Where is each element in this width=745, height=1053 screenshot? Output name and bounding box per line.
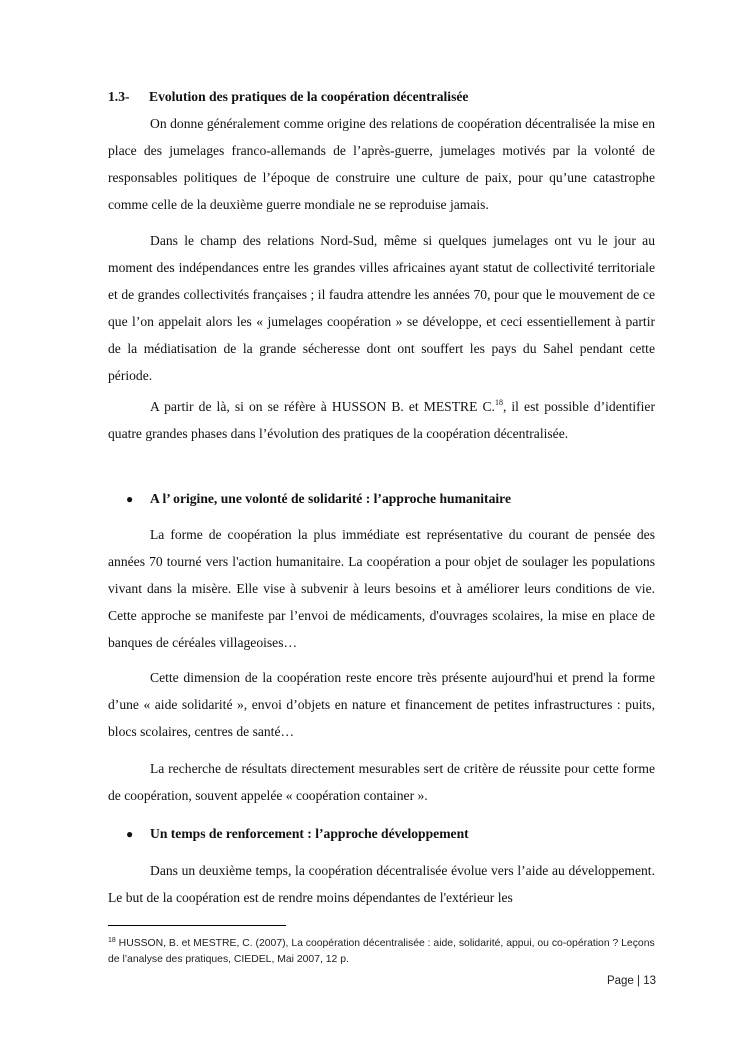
bullet-humanitarian xyxy=(126,489,656,509)
footnote-number: 18 xyxy=(108,937,116,944)
bullet-humanitarian-label: A l’ origine, une volonté de solidarité : l’approche humanitaire xyxy=(150,491,511,506)
footnote xyxy=(108,933,663,968)
footnote-divider xyxy=(108,925,286,926)
paragraph-development: Dans un deuxième temps, la coopération décentralisée évolue vers l’aide au développement. Le but de la coopération est de rendre moins dépendantes de l'extérieur les xyxy=(108,863,655,906)
bullet-dot-icon: ● xyxy=(126,492,134,506)
bullet-dot-icon: ● xyxy=(126,827,134,841)
paragraph-north-south: Dans le champ des relations Nord-Sud, même si quelques jumelages ont vu le jour au moment des indépendances entre les grandes villes africaines ayant statut de collectivité territoriale et de grandes collectivités françaises ; il faudra attendre les années 70, pour que le mouvement de ce que l’on appelait alors les « jumelages coopération » se développe, et ceci essentiellement à partir de la médiatisation de la grande sécheresse dont ont souffert les pays du Sahel pendant cette période. xyxy=(108,233,655,384)
bullet-development xyxy=(126,824,656,844)
page-number: Page | 13 xyxy=(606,975,656,987)
section-heading xyxy=(108,87,658,107)
paragraph-four-phases xyxy=(108,393,655,447)
paragraph-humanitarian: La forme de coopération la plus immédiate est représentative du courant de pensée des années 70 tourné vers l'action humanitaire. La coopération a pour objet de soulager les populations vivant dans la misère. Elle vise à subvenir à leurs besoins et à améliorer leurs conditions de vie. Cette approche se manifeste par l’envoi de médicaments, d'ouvrages scolaires, la mise en place de banques de céréales villageoises… xyxy=(108,527,655,651)
paragraph-container: La recherche de résultats directement mesurables sert de critère de réussite pour cette forme de coopération, souvent appelée « coopération container ». xyxy=(108,761,655,804)
paragraph-solidarity-aid: Cette dimension de la coopération reste encore très présente aujourd'hui et prend la forme d’une « aide solidarité », envoi d’objets en nature et financement de petites infrastructures : puits, blocs scolaires, centres de santé… xyxy=(108,670,655,740)
section-title: Evolution des pratiques de la coopération décentralisée xyxy=(149,89,469,104)
paragraph-four-phases-text-a: A partir de là, si on se réfère à HUSSON B. et MESTRE C. xyxy=(150,399,495,414)
bullet-development-label: Un temps de renforcement : l’approche développement xyxy=(150,826,469,841)
paragraph-origins: On donne généralement comme origine des relations de coopération décentralisée la mise en place des jumelages franco-allemands de l’après-guerre, jumelages motivés par la volonté de responsables politiques de l’époque de construire une culture de paix, pour qu’une catastrophe comme celle de la deuxième guerre mondiale ne se reproduise jamais. xyxy=(108,116,655,213)
footnote-ref-18[interactable]: 18 xyxy=(494,398,503,407)
footnote-text: HUSSON, B. et MESTRE, C. (2007), La coopération décentralisée : aide, solidarité, appui, ou co-opération ? Leçons de l’analyse des pratiques, CIEDEL, Mai 2007, 12 p. xyxy=(108,938,655,965)
paragraph-four-phases-text-b: , il est possible d’identifier quatre grandes phases dans l’évolution des pratiques de la coopération décentralisée. xyxy=(108,399,655,442)
section-number: 1.3- xyxy=(108,89,130,104)
